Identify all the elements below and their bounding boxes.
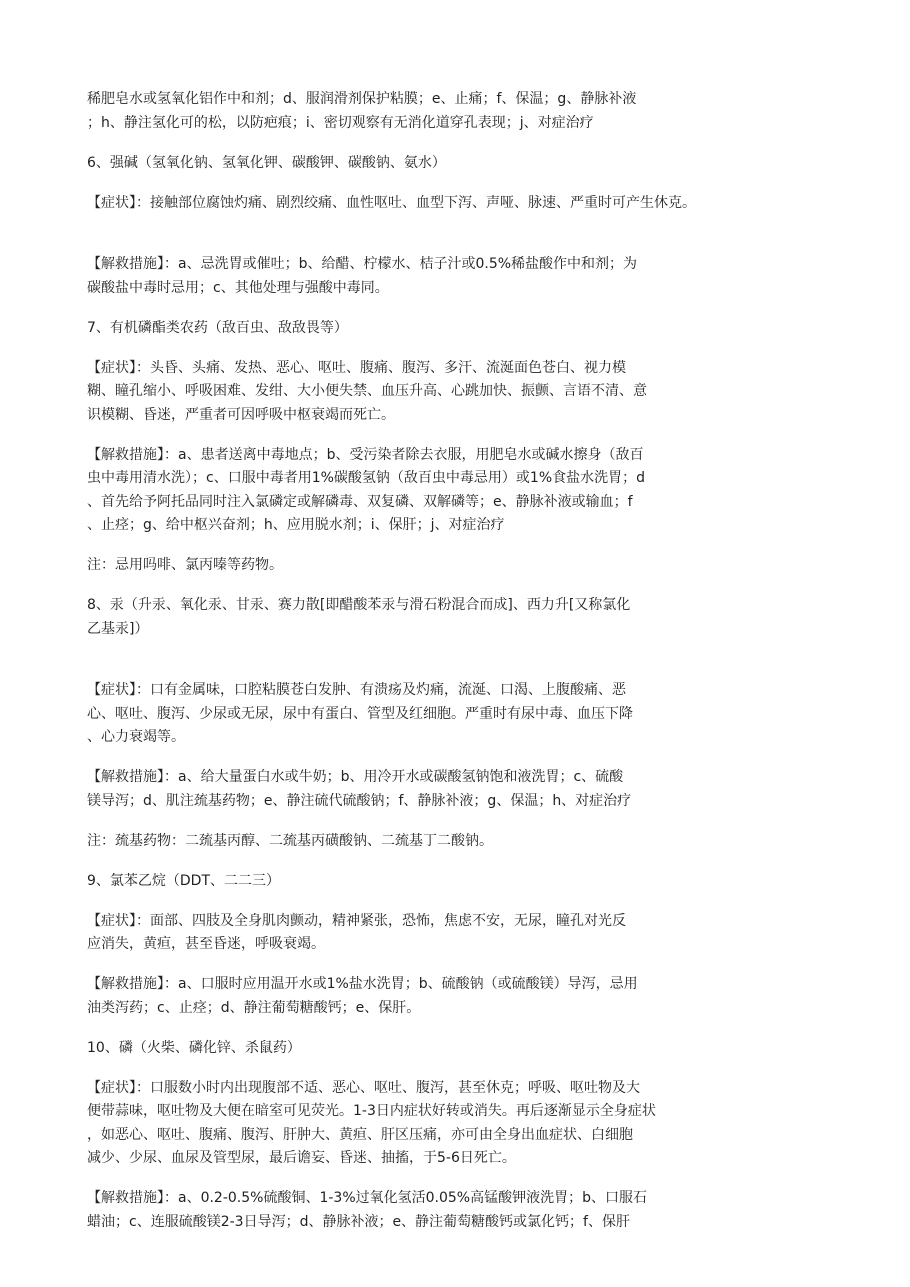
text-line: 蜡油；c、连服硫酸镁2-3日导泻；d、静脉补液；e、静注葡萄糖酸钙或氯化钙；f、保肝	[87, 1213, 630, 1230]
treatment-paragraph	[87, 1187, 850, 1234]
text-line: 【症状】：口有金属味，口腔粘膜苍白发肿、有溃疡及灼痛，流涎、口渴、上腹酸痛、恶	[87, 682, 626, 698]
text-line: 【症状】：面部、四肢及全身肌肉颤动，精神紧张，恐怖，焦虑不安，无尿，瞳孔对光反	[87, 912, 626, 929]
text-line: 减少、少尿、血尿及管型尿，最后谵妄、昏迷、抽搐，于5-6日死亡。	[87, 1150, 516, 1166]
symptom-paragraph	[87, 192, 850, 216]
section-heading-strong-base	[87, 152, 850, 176]
note-paragraph	[87, 830, 850, 854]
section-heading-ddt	[87, 870, 850, 894]
text-line: 油类泻药；c、止痉；d、静注葡萄糖酸钙；e、保肝。	[87, 999, 421, 1016]
text-line: 识模糊、昏迷，严重者可因呼吸中枢衰竭而死亡。	[87, 406, 395, 423]
text-line: 9、氯苯乙烷（DDT、二二三）	[87, 872, 281, 889]
symptom-paragraph	[87, 679, 850, 750]
text-line: 应消失，黄疸，甚至昏迷，呼吸衰竭。	[87, 936, 325, 952]
text-line: 注：忌用吗啡、氯丙嗪等药物。	[87, 557, 283, 573]
treatment-paragraph	[87, 766, 850, 813]
text-line: 【症状】：接触部位腐蚀灼痛、剧烈绞痛、血性呕吐、血型下泻、声哑、脉速、严重时可产生休克。	[87, 194, 696, 211]
continued-treatment-paragraph	[87, 88, 850, 135]
text-line: 8、汞（升汞、氧化汞、甘汞、赛力散[即醋酸苯汞与滑石粉混合而成]、西力升[又称氯化	[87, 597, 631, 613]
text-line: 7、有机磷酯类农药（敌百虫、敌敌畏等）	[87, 319, 348, 336]
text-line: 便带蒜味，呕吐物及大便在暗室可见荧光。1-3日内症状好转或消失。再后逐渐显示全身症状	[87, 1103, 656, 1119]
treatment-paragraph	[87, 973, 850, 1020]
symptom-paragraph	[87, 1077, 850, 1171]
treatment-paragraph	[87, 444, 850, 538]
text-line: 【解救措施】：a、给大量蛋白水或牛奶；b、用冷开水或碳酸氢钠饱和液洗胃；c、硫酸	[87, 769, 624, 785]
text-line: 【解救措施】：a、0.2-0.5%硫酸铜、1-3%过氧化氢活0.05%高锰酸钾液洗胃；b、口服石	[87, 1190, 647, 1206]
section-heading-phosphorus	[87, 1037, 850, 1061]
text-line: 稀肥皂水或氢氧化铝作中和剂；d、服润滑剂保护粘膜；e、止痛；f、保温；g、静脉补液	[87, 91, 637, 107]
text-line: 碳酸盐中毒时忌用；c、其他处理与强酸中毒同。	[87, 279, 389, 296]
text-line: 、止痉；g、给中枢兴奋剂；h、应用脱水剂；i、保肝；j、对症治疗	[87, 517, 505, 533]
section-heading-organophosphate	[87, 317, 850, 341]
treatment-paragraph	[87, 253, 850, 300]
text-line: 【症状】：头昏、头痛、发热、恶心、呕吐、腹痛、腹泻、多汗、流涎面色苍白、视力模	[87, 359, 626, 376]
text-line: 、首先给予阿托品同时注入氯磷定或解磷毒、双复磷、双解磷等；e、静脉补液或输血；f	[87, 493, 633, 510]
text-line: ；h、静注氢化可的松，以防疤痕；i、密切观察有无消化道穿孔表现；j、对症治疗	[87, 114, 594, 131]
text-line: 镁导泻；d、肌注巯基药物；e、静注硫代硫酸钠；f、静脉补液；g、保温；h、对症治疗	[87, 792, 632, 809]
text-line: 乙基汞]）	[87, 620, 149, 637]
symptom-paragraph	[87, 357, 850, 428]
symptom-paragraph	[87, 910, 850, 957]
text-line: ，如恶心、呕吐、腹痛、腹泻、肝肿大、黄疸、肝区压痛，亦可由全身出血症状、白细胞	[87, 1126, 633, 1143]
text-line: 6、强碱（氢氧化钠、氢氧化钾、碳酸钾、碳酸钠、氨水）	[87, 154, 446, 171]
text-line: 【解救措施】：a、口服时应用温开水或1%盐水洗胃；b、硫酸钠（或硫酸镁）导泻，忌用	[87, 976, 638, 992]
note-paragraph	[87, 554, 850, 578]
text-line: 【解救措施】：a、忌洗胃或催吐；b、给醋、柠檬水、桔子汁或0.5%稀盐酸作中和剂；为	[87, 256, 638, 272]
text-line: 【症状】：口服数小时内出现腹部不适、恶心、呕吐、腹泻，甚至休克；呼吸、呕吐物及大	[87, 1079, 640, 1096]
text-line: 、心力衰竭等。	[87, 729, 185, 745]
text-line: 注：巯基药物：二巯基丙醇、二巯基丙磺酸钠、二巯基丁二酸钠。	[87, 832, 493, 849]
text-line: 糊、瞳孔缩小、呼吸困难、发绀、大小便失禁、血压升高、心跳加快、振颤、言语不清、意	[87, 383, 647, 399]
text-line: 心、呕吐、腹泻、少尿或无尿，尿中有蛋白、管型及红细胞。严重时有尿中毒、血压下降	[87, 705, 633, 722]
text-line: 10、磷（火柴、磷化锌、杀鼠药）	[87, 1039, 301, 1056]
section-heading-mercury	[87, 594, 850, 641]
text-line: 【解救措施】：a、患者送离中毒地点；b、受污染者除去衣服，用肥皂水或碱水擦身（敌百	[87, 446, 644, 463]
text-line: 虫中毒用清水洗）；c、口服中毒者用1%碳酸氢钠（敌百虫中毒忌用）或1%食盐水洗胃；d	[87, 470, 646, 486]
